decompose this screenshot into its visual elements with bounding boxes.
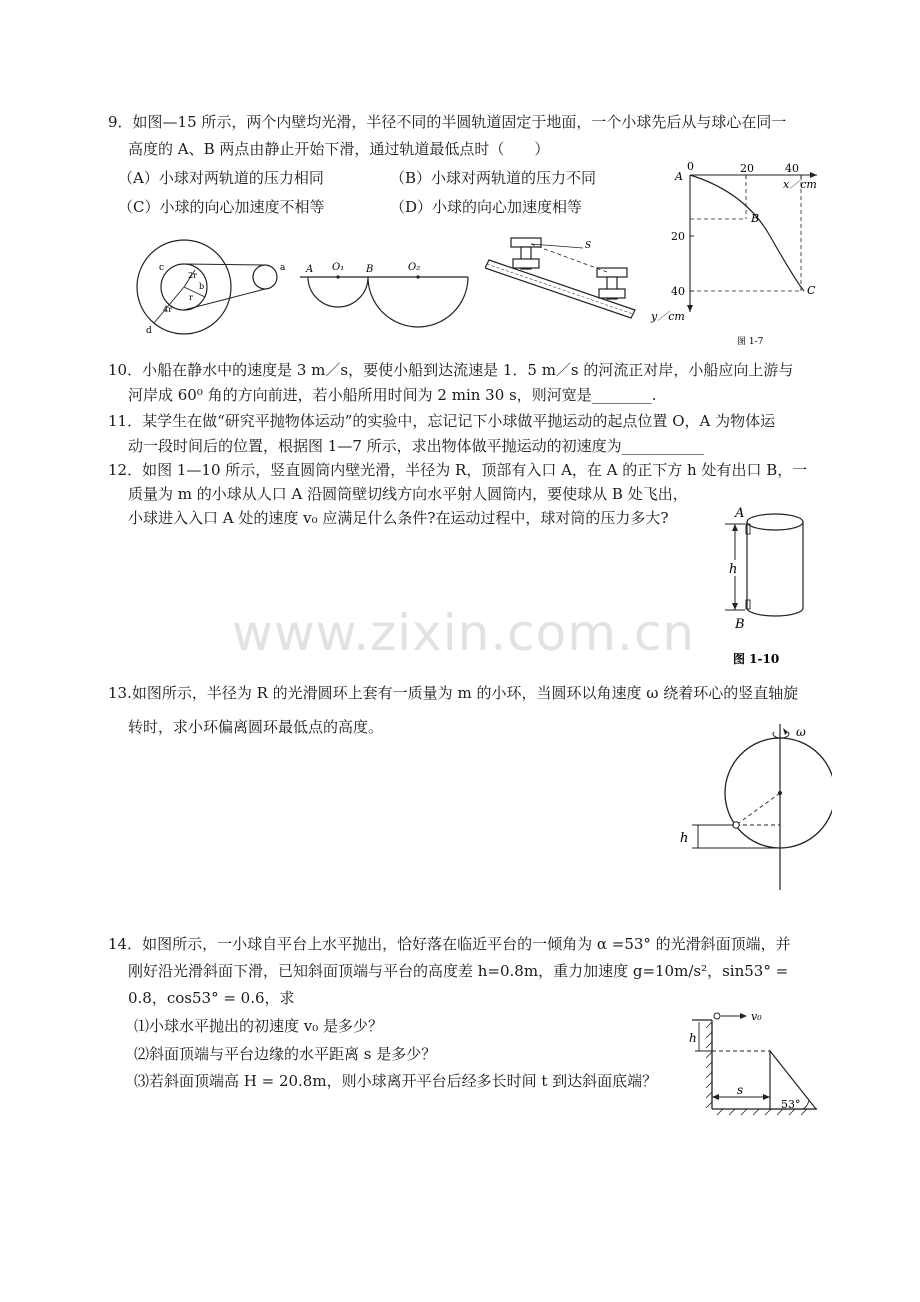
graph-xtick-20: 20 [740, 162, 754, 175]
cylinder-caption: 图 1-10 [733, 652, 780, 666]
semicircle-tracks-figure [300, 255, 470, 355]
platform-incline-figure [685, 1012, 825, 1117]
q9-option-a: （A）小球对两轨道的压力相同 [118, 169, 324, 187]
platform-label-angle: 53° [781, 1098, 801, 1111]
q14-sub2: ⑵斜面顶端与平台边缘的水平距离 s 是多少？ [134, 1045, 437, 1063]
wheel-label-c: c [159, 263, 165, 273]
q13-line1: 13.如图所示，半径为 R 的光滑圆环上套有一质量为 m 的小环，当圆环以角速度 ω 绕着环心的竖直轴旋 [108, 684, 799, 702]
incline-posts-figure [485, 228, 640, 323]
wheel-label-4r: 4r [163, 305, 172, 314]
cylinder-figure [715, 500, 815, 675]
ring-label-h: h [680, 831, 689, 846]
graph-ytick-40: 40 [671, 285, 685, 298]
wheel-label-a: a [280, 263, 286, 273]
wheel-label-d: d [146, 326, 152, 336]
platform-label-v0: v₀ [751, 1012, 762, 1023]
graph-ytick-20: 20 [671, 230, 685, 243]
q10-line2: 河岸成 60⁰ 角的方向前进，若小船所用时间为 2 min 30 s，则河宽是________. [128, 386, 657, 404]
wheel-belt-figure [133, 237, 291, 339]
track-label-a: A [306, 264, 314, 275]
graph-caption: 图 1-7 [737, 337, 764, 347]
platform-label-h: h [689, 1031, 697, 1045]
q9-option-c: （C）小球的向心加速度不相等 [118, 198, 325, 216]
wheel-label-r: r [189, 293, 193, 302]
platform-label-s: s [737, 1083, 744, 1097]
graph-xtick-40: 40 [785, 162, 799, 175]
incline-label-s: S [585, 241, 592, 251]
q9-line1: 9．如图—15 所示，两个内壁均光滑，半径不同的半圆轨道固定于地面，一个小球先后从与球心在同一 [108, 113, 787, 131]
q13-line2: 转时，求小环偏离圆环最低点的高度。 [128, 718, 384, 736]
q11-line1: 11．某学生在做“研究平抛物体运动”的实验中，忘记记下小球做平抛运动的起点位置 O，A 为物体运 [108, 412, 776, 430]
q14-line3: 0.8，cos53° = 0.6，求 [128, 989, 295, 1007]
graph-point-a: A [675, 170, 683, 183]
q10-line1: 10．小船在静水中的速度是 3 m／s，要使小船到达流速是 1．5 m／s 的河流正对岸，小船应向上游与 [108, 361, 794, 379]
q12-line3: 小球进入入口 A 处的速度 v₀ 应满足什么条件?在运动过程中，球对筒的压力多大? [128, 509, 669, 527]
wheel-label-b: b [199, 282, 205, 291]
q11-line2: 动一段时间后的位置，根据图 1—7 所示，求出物体做平抛运动的初速度为___________ [128, 437, 705, 455]
cylinder-label-a: A [735, 506, 745, 521]
graph-xtick-0: 0 [687, 160, 694, 173]
graph-ylabel: y／cm [651, 310, 685, 323]
q14-line2: 刚好沿光滑斜面下滑，已知斜面顶端与平台的高度差 h=0.8m，重力加速度 g=10m/s²，sin53° = [128, 962, 789, 980]
q14-sub1: ⑴小球水平抛出的初速度 v₀ 是多少？ [134, 1017, 384, 1035]
q12-line2: 质量为 m 的小球从人口 A 沿圆筒壁切线方向水平射人圆筒内，要使球从 B 处飞出， [128, 485, 688, 503]
q14-sub3: ⑶若斜面顶端高 H = 20.8m，则小球离开平台后经多长时间 t 到达斜面底端？ [134, 1072, 658, 1090]
wheel-label-2r: 2r [188, 271, 197, 280]
watermark: www.zixin.com.cn [232, 604, 696, 662]
q14-line1: 14．如图所示，一小球自平台上水平抛出，恰好落在临近平台的一倾角为 α =53° 的光滑斜面顶端，并 [108, 935, 791, 953]
graph-point-b: B [751, 212, 760, 225]
q12-line1: 12．如图 1—10 所示，竖直圆筒内壁光滑，半径为 R，顶部有入口 A，在 A 的正下方 h 处有出口 B，一 [108, 461, 808, 479]
q9-option-d: （D）小球的向心加速度相等 [390, 198, 583, 216]
track-label-b: B [366, 264, 374, 275]
graph-point-c: C [807, 284, 816, 297]
figure-1-7-graph [645, 160, 820, 350]
q9-option-b: （B）小球对两轨道的压力不同 [390, 169, 597, 187]
graph-xlabel: x／cm [783, 178, 817, 191]
cylinder-label-b: B [735, 617, 745, 632]
track-label-o1: O₁ [332, 262, 345, 273]
cylinder-label-h: h [729, 562, 738, 577]
q9-line2: 高度的 A、B 两点由静止开始下滑，通过轨道最低点时（ ） [128, 140, 550, 158]
track-label-o2: O₂ [408, 262, 421, 273]
rotating-ring-figure [672, 718, 832, 893]
ring-label-omega: ω [796, 725, 806, 739]
